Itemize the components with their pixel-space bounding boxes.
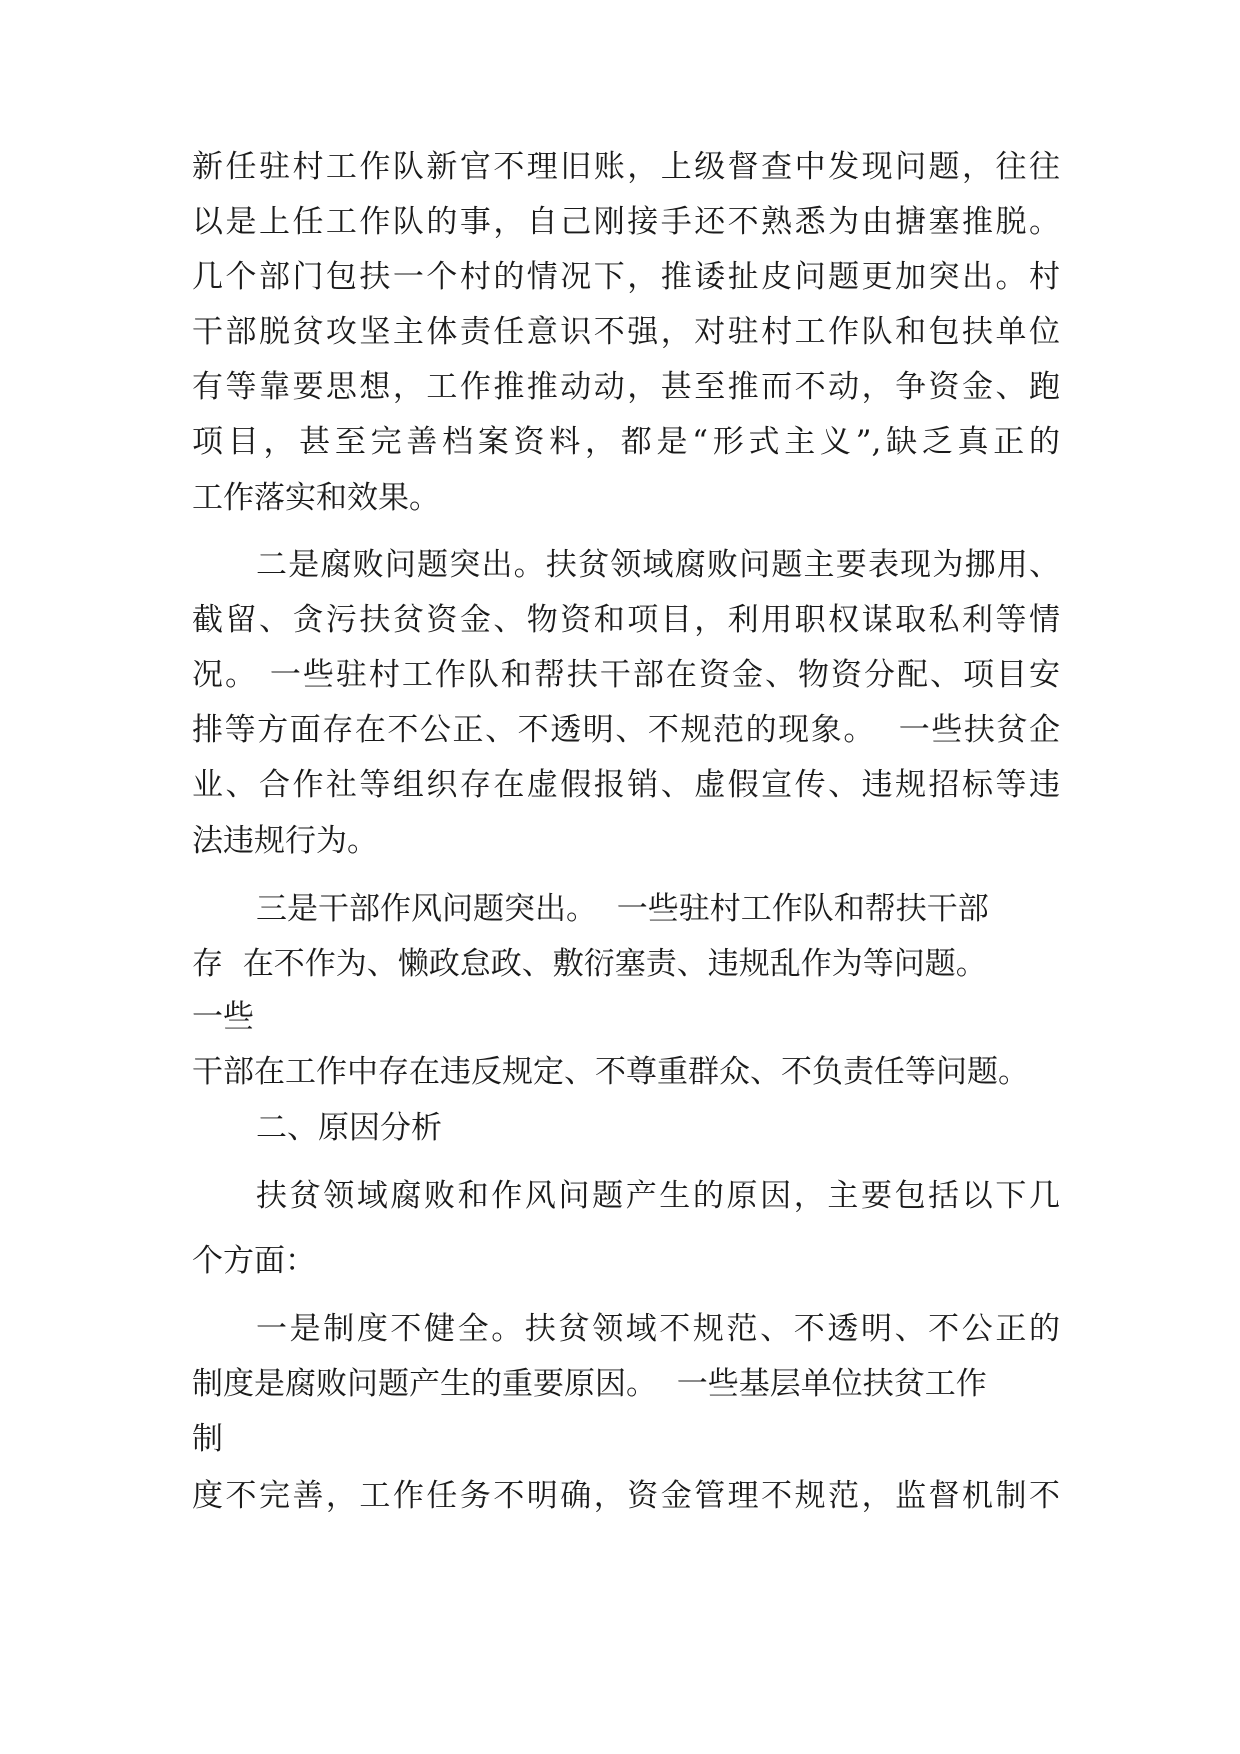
text-line: 项目，甚至完善档案资料，都是“形式主义”,缺乏真正的 xyxy=(192,424,1060,460)
text-line: 存 在不作为、懒政怠政、敷衍塞责、违规乱作为等问题。 xyxy=(192,946,987,982)
paragraph-first-line: 三是干部作风问题突出。 一些驻村工作队和帮扶干部 xyxy=(256,891,989,927)
paragraph-first-line: 二是腐败问题突出。扶贫领域腐败问题主要表现为挪用、 xyxy=(256,547,1060,583)
text-line: 干部在工作中存在违反规定、不尊重群众、不负责任等问题。 xyxy=(192,1054,1029,1090)
text-line: 一些 xyxy=(192,999,254,1035)
text-line: 截留、贪污扶贫资金、物资和项目，利用职权谋取私利等情 xyxy=(192,602,1060,638)
section-heading: 二、原因分析 xyxy=(256,1110,442,1146)
text-line: 工作落实和效果。 xyxy=(192,480,440,516)
text-line: 制 xyxy=(192,1421,223,1457)
text-line: 况。 一些驻村工作队和帮扶干部在资金、物资分配、项目安 xyxy=(192,657,1060,693)
text-line: 业、合作社等组织存在虚假报销、虚假宣传、违规招标等违 xyxy=(192,767,1060,803)
text-line: 度不完善，工作任务不明确，资金管理不规范，监督机制不 xyxy=(192,1478,1060,1514)
text-line: 干部脱贫攻坚主体责任意识不强，对驻村工作队和包扶单位 xyxy=(192,314,1060,350)
text-line: 排等方面存在不公正、不透明、不规范的现象。 一些扶贫企 xyxy=(192,712,1060,748)
text-line: 个方面： xyxy=(192,1243,316,1279)
text-line: 有等靠要思想，工作推推动动，甚至推而不动，争资金、跑 xyxy=(192,369,1060,405)
text-line: 法违规行为。 xyxy=(192,823,378,859)
text-line: 几个部门包扶一个村的情况下，推诿扯皮问题更加突出。村 xyxy=(192,259,1060,295)
text-line: 制度是腐败问题产生的重要原因。 一些基层单位扶贫工作 xyxy=(192,1366,987,1402)
text-line: 新任驻村工作队新官不理旧账，上级督查中发现问题，往往 xyxy=(192,149,1060,185)
paragraph-first-line: 一是制度不健全。扶贫领域不规范、不透明、不公正的 xyxy=(256,1311,1060,1347)
text-line: 以是上任工作队的事，自己刚接手还不熟悉为由搪塞推脱。 xyxy=(192,204,1060,240)
paragraph-first-line: 扶贫领域腐败和作风问题产生的原因，主要包括以下几 xyxy=(256,1178,1060,1214)
